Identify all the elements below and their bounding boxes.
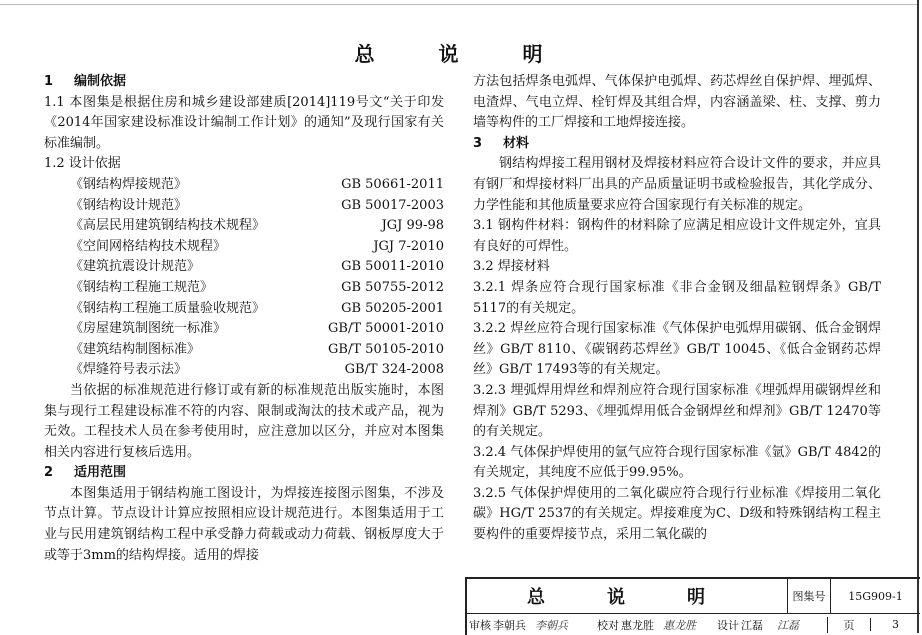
frame-top-line bbox=[0, 4, 919, 5]
review-label: 审核 bbox=[469, 618, 491, 632]
title-block bbox=[465, 577, 920, 635]
clause-3-2-1: 3.2.1 焊条应符合现行国家标准《非合金钢及细晶粒钢焊条》GB/T 5117的有关规定。 bbox=[473, 279, 881, 316]
check-signature: 惠龙胜 bbox=[663, 618, 696, 632]
reference-item: 《钢结构工程施工质量验收规范》 GB 50205-2001 bbox=[70, 300, 444, 316]
frame-right-border bbox=[917, 0, 919, 633]
reference-item: 《空间网格结构技术规程》 JGJ 7-2010 bbox=[70, 238, 444, 254]
section-2-continuation: 方法包括焊条电弧焊、气体保护电弧焊、药芯焊丝自保护焊、埋弧焊、电渣焊、气电立焊、栓钉焊及其组合焊，内容涵盖梁、柱、支撑、剪力墙等构件的工厂焊接和工地焊接连接。 bbox=[473, 74, 881, 131]
clause-3-2-3: 3.2.3 埋弧焊用焊丝和焊剂应符合现行国家标准《埋弧焊用碳钢焊丝和焊剂》GB/T 5293、《埋弧焊用低合金钢焊丝和焊剂》GB/T 12470等的有关规定。 bbox=[473, 382, 881, 440]
design-signature: 江磊 bbox=[777, 618, 799, 632]
design-name: 江磊 bbox=[741, 618, 763, 632]
reference-list bbox=[44, 175, 444, 381]
section-3-heading: 3 材料 bbox=[473, 135, 530, 151]
reference-item: 《钢结构焊接规范》 GB 50661-2011 bbox=[70, 176, 444, 192]
design-label: 设计 bbox=[717, 618, 739, 632]
section-3-text: 钢结构焊接工程用钢材及焊接材料应符合设计文件的要求，并应具有钢厂和焊接材料厂出具的产品质量证明书或检验报告，其化学成分、力学性能和其他质量要求应符合国家现行有关标准的规定。 bbox=[473, 156, 881, 213]
check-label: 校对 bbox=[597, 618, 619, 632]
clause-3-2-2: 3.2.2 焊丝应符合现行国家标准《气体保护电弧焊用碳钢、低合金钢焊丝》GB/T 8110、《碳钢药芯焊丝》GB/T 10045、《低合金钢药芯焊丝》GB/T 17493等的有关规定。 bbox=[473, 321, 881, 378]
reference-item: 《钢结构设计规范》 GB 50017-2003 bbox=[70, 197, 444, 213]
reference-item: 《钢结构工程施工规范》 GB 50755-2012 bbox=[70, 279, 444, 295]
page-number: 3 bbox=[870, 618, 920, 631]
right-column bbox=[473, 72, 881, 546]
reference-note: 当依据的标准规范进行修订或有新的标准规范出版实施时，本图集与现行工程建设标准不符的内容、限制或淘汰的技术或产品，视为无效。工程技术人员在参考使用时，应注意加以区分，并应对本图集相关内容进行复核后选用。 bbox=[44, 382, 444, 460]
clause-3-1: 3.1 钢构件材料：钢构件的材料除了应满足相应设计文件规定外，宜具有良好的可焊性。 bbox=[473, 218, 881, 254]
clause-1-1: 1.1 本图集是根据住房和城乡建设部建质[2014]119号文“关于印发《2014年国家建设标准设计编制工作计划》的通知”及现行国家有关标准编制。 bbox=[44, 94, 444, 151]
clause-3-2-5: 3.2.5 气体保护焊使用的二氧化碳应符合现行行业标准《焊接用二氧化碳》HG/T 2537的有关规定。焊接难度为C、D级和特殊钢结构工程主要构件的重要焊接节点，采用二氧化碳的 bbox=[473, 485, 881, 543]
reference-item: 《建筑抗震设计规范》 GB 50011-2010 bbox=[70, 259, 444, 275]
atlas-number-label: 图集号 bbox=[788, 579, 831, 613]
clause-1-2: 1.2 设计依据 bbox=[44, 156, 121, 172]
page-label: 页 bbox=[827, 617, 870, 633]
reference-item: 《焊缝符号表示法》 GB/T 324-2008 bbox=[70, 362, 444, 378]
clause-3-2: 3.2 焊接材料 bbox=[473, 259, 550, 275]
left-column bbox=[44, 72, 444, 566]
reference-item: 《建筑结构制图标准》 GB/T 50105-2010 bbox=[70, 341, 444, 357]
clause-3-2-4: 3.2.4 气体保护焊使用的氩气应符合现行国家标准《氩》GB/T 4842的有关规定，其纯度不应低于99.95%。 bbox=[473, 444, 881, 481]
reference-item: 《高层民用建筑钢结构技术规程》 JGJ 99-98 bbox=[70, 218, 444, 234]
section-2-heading: 2 适用范围 bbox=[44, 465, 127, 481]
signature-row bbox=[467, 614, 920, 635]
section-1-heading: 1 编制依据 bbox=[44, 74, 127, 89]
page-title: 总 说 明 bbox=[354, 42, 565, 66]
review-name: 李朝兵 bbox=[493, 618, 526, 632]
atlas-number: 15G909-1 bbox=[848, 589, 903, 603]
title-block-title: 总 说 明 bbox=[467, 579, 788, 613]
section-2-text: 本图集适用于钢结构施工图设计，为焊接连接图示图集，不涉及节点计算。节点设计计算应按照相应设计规范进行。本图集适用于工业与民用建筑钢结构工程中承受静力荷载或动力荷载、钢板厚度大于或等于3mm的结构焊接。适用的焊接 bbox=[44, 485, 444, 563]
review-signature: 李朝兵 bbox=[535, 618, 568, 632]
reference-item: 《房屋建筑制图统一标准》 GB/T 50001-2010 bbox=[70, 321, 444, 337]
check-name: 惠龙胜 bbox=[621, 618, 654, 632]
